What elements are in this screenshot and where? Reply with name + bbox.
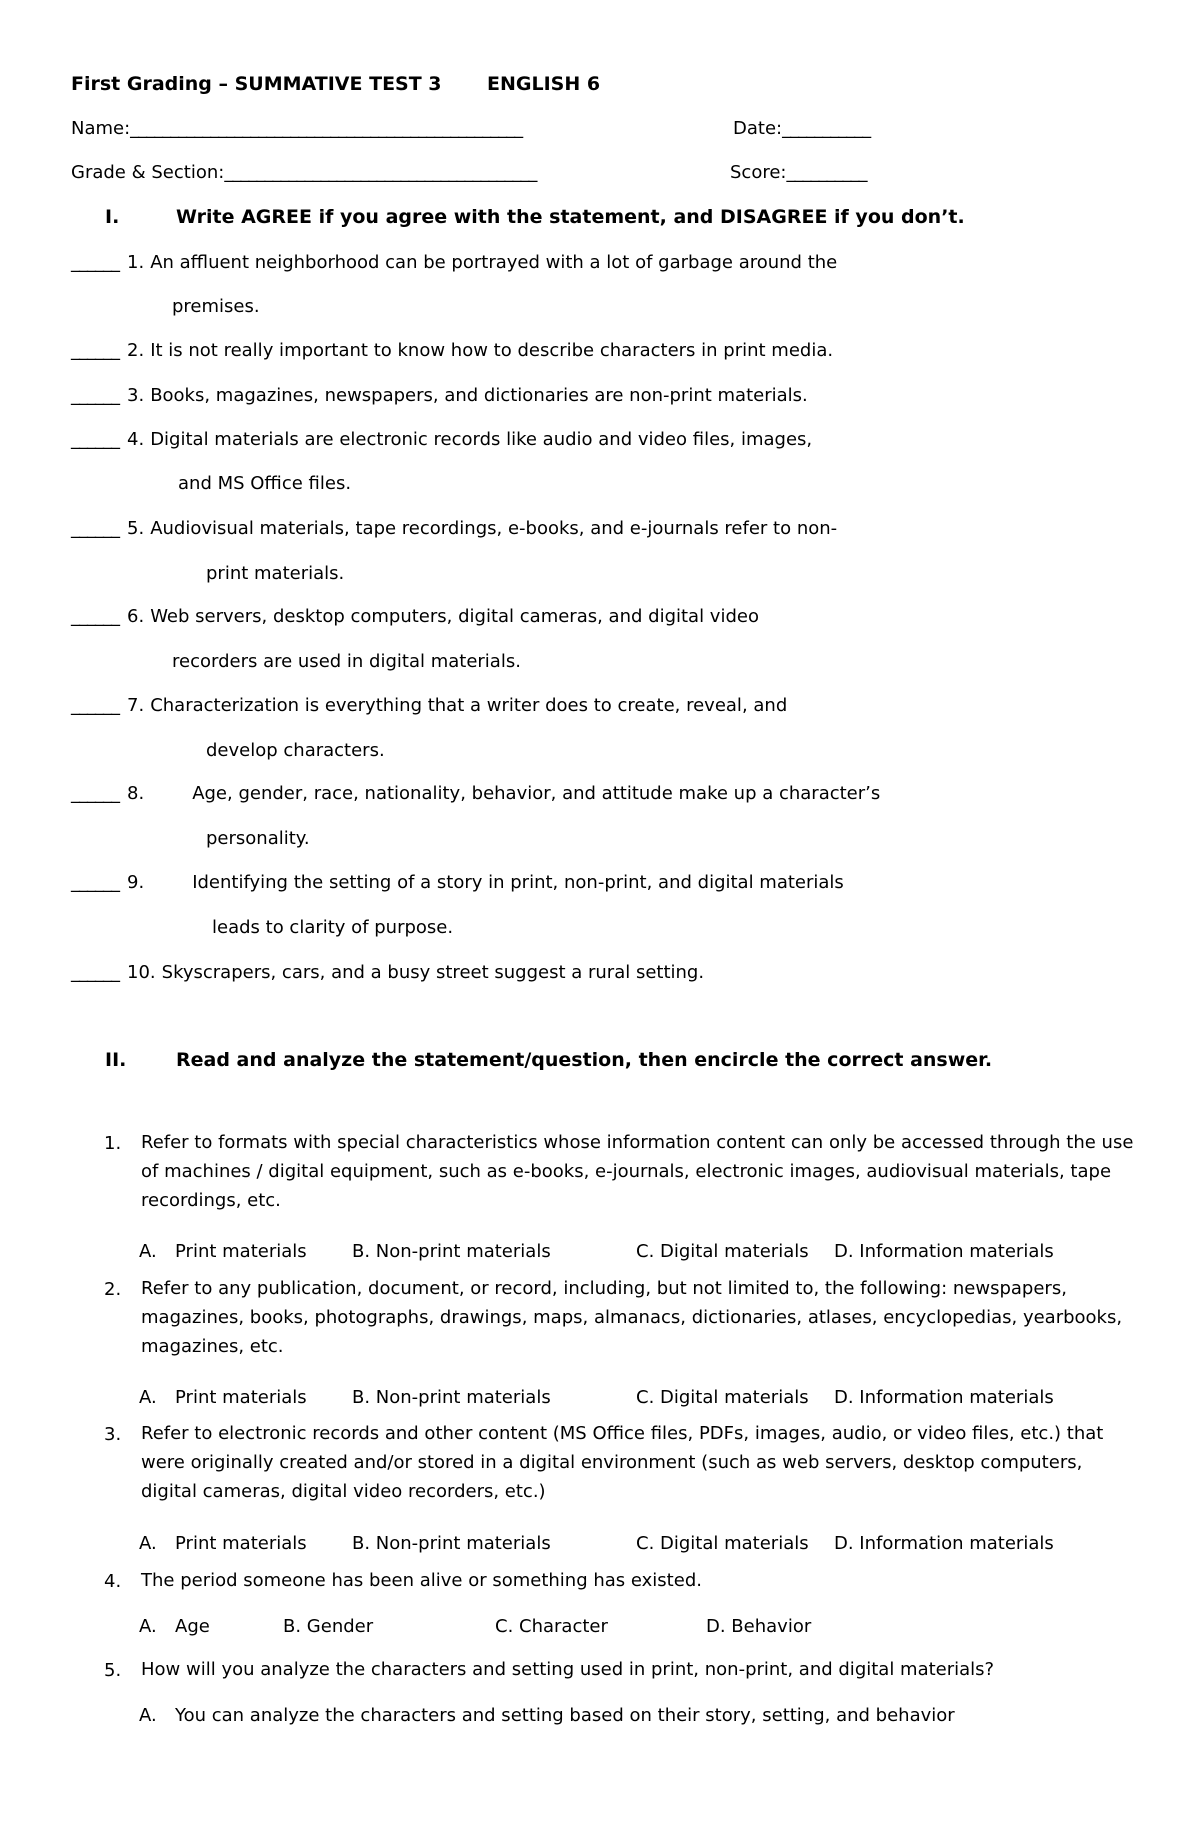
item-number: 10. (127, 962, 156, 983)
answer-choice[interactable]: D. Information materials (834, 1533, 1054, 1554)
item-text-continued: recorders are used in digital materials. (172, 651, 521, 672)
test-title: First Grading – SUMMATIVE TEST 3 (71, 73, 442, 95)
answer-blank[interactable]: ______ (71, 429, 119, 450)
answer-blank[interactable]: ______ (71, 340, 119, 361)
answer-choice[interactable]: C. Digital materials (636, 1241, 809, 1262)
question-number: 1. (104, 1133, 122, 1154)
item-number: 1. (127, 252, 145, 273)
choice-letter: A. (139, 1387, 157, 1408)
answer-choice[interactable]: You can analyze the characters and setting based on their story, setting, and behavior (175, 1705, 955, 1726)
agree-item-3 (71, 385, 808, 406)
agree-item-4 (71, 429, 812, 450)
item-number: 3. (127, 385, 145, 406)
item-text: Age, gender, race, nationality, behavior, and attitude make up a character’s (192, 783, 881, 804)
name-label: Name: (71, 118, 131, 139)
question-text: How will you analyze the characters and setting used in print, non-print, and digital materials? (141, 1659, 995, 1680)
item-number: 8. (127, 783, 145, 804)
grade-section-field[interactable] (71, 162, 536, 183)
answer-choice[interactable]: B. Non-print materials (352, 1533, 551, 1554)
item-number: 5. (127, 518, 145, 539)
name-line: _________________________________________________ (130, 118, 523, 139)
question-number: 2. (104, 1279, 122, 1300)
answer-blank[interactable]: ______ (71, 385, 119, 406)
part2-numeral: II. (105, 1049, 127, 1071)
answer-choice[interactable]: C. Digital materials (636, 1533, 809, 1554)
answer-choice[interactable]: Age (175, 1616, 210, 1637)
item-number: 4. (127, 429, 145, 450)
part1-instruction: Write AGREE if you agree with the statement, and DISAGREE if you don’t. (176, 206, 965, 228)
answer-choice[interactable]: B. Gender (283, 1616, 374, 1637)
agree-item-7 (71, 695, 787, 716)
agree-item-6 (71, 606, 759, 627)
answer-choice[interactable]: Print materials (175, 1533, 307, 1554)
question-text: Refer to any publication, document, or record, including, but not limited to, the following: newspapers, magazines, books, photographs, drawings, maps, almanacs, dictionaries, atlases, encyclopedias, yearbooks, magazines, etc. (141, 1278, 1123, 1357)
question-number: 3. (104, 1424, 122, 1445)
item-number: 2. (127, 340, 145, 361)
item-text: Identifying the setting of a story in print, non-print, and digital materials (192, 872, 844, 893)
answer-blank[interactable]: ______ (71, 606, 119, 627)
choice-letter: A. (139, 1241, 157, 1262)
score-label: Score: (730, 162, 787, 183)
grade-line: _______________________________________ (224, 162, 537, 183)
choice-letter: A. (139, 1705, 157, 1726)
choice-letter: A. (139, 1616, 157, 1637)
item-number: 6. (127, 606, 145, 627)
item-text: Characterization is everything that a writer does to create, reveal, and (150, 695, 788, 716)
item-text: It is not really important to know how to describe characters in print media. (150, 340, 834, 361)
item-text-continued: and MS Office files. (178, 473, 352, 494)
question-number: 4. (104, 1571, 122, 1592)
item-text-continued: leads to clarity of purpose. (212, 917, 454, 938)
answer-blank[interactable]: ______ (71, 518, 119, 539)
answer-choice[interactable]: D. Information materials (834, 1241, 1054, 1262)
answer-choice[interactable]: D. Information materials (834, 1387, 1054, 1408)
item-text: Books, magazines, newspapers, and dictionaries are non-print materials. (150, 385, 808, 406)
question-text: Refer to formats with special characteristics whose information content can only be accessed through the use of machines / digital equipment, such as e-books, e-journals, electronic images, audiovisual materials, tape recordings, etc. (141, 1132, 1134, 1211)
item-number: 9. (127, 872, 145, 893)
score-line: __________ (786, 162, 867, 183)
part2-instruction: Read and analyze the statement/question, then encircle the correct answer. (176, 1049, 993, 1071)
question-text: Refer to electronic records and other content (MS Office files, PDFs, images, audio, or video files, etc.) that were originally created and/or stored in a digital environment (such as web servers, desktop computers, digital cameras, digital video recorders, etc.) (141, 1423, 1104, 1502)
score-field[interactable] (730, 162, 866, 183)
answer-choice[interactable]: C. Character (495, 1616, 608, 1637)
part1-numeral: I. (105, 206, 120, 228)
question-text: The period someone has been alive or something has existed. (141, 1570, 702, 1591)
grade-label: Grade & Section: (71, 162, 225, 183)
agree-item-2 (71, 340, 833, 361)
date-line: ___________ (782, 118, 871, 139)
item-text: An affluent neighborhood can be portrayed with a lot of garbage around the (150, 252, 838, 273)
answer-choice[interactable]: Print materials (175, 1387, 307, 1408)
answer-choice[interactable]: Print materials (175, 1241, 307, 1262)
item-text-continued: develop characters. (206, 740, 385, 761)
answer-choice[interactable]: D. Behavior (706, 1616, 812, 1637)
item-text: Audiovisual materials, tape recordings, e-books, and e-journals refer to non- (150, 518, 838, 539)
answer-blank[interactable]: ______ (71, 872, 119, 893)
question-number: 5. (104, 1660, 122, 1681)
item-text: Skyscrapers, cars, and a busy street suggest a rural setting. (161, 962, 705, 983)
date-label: Date: (733, 118, 783, 139)
answer-choice[interactable]: C. Digital materials (636, 1387, 809, 1408)
agree-item-10 (71, 962, 704, 983)
item-text-continued: print materials. (206, 563, 345, 584)
date-field[interactable] (733, 118, 870, 139)
item-number: 7. (127, 695, 145, 716)
answer-choice[interactable]: B. Non-print materials (352, 1387, 551, 1408)
answer-blank[interactable]: ______ (71, 695, 119, 716)
answer-blank[interactable]: ______ (71, 252, 119, 273)
agree-item-5 (71, 518, 837, 539)
answer-blank[interactable]: ______ (71, 783, 119, 804)
item-text-continued: personality. (206, 828, 310, 849)
item-text-continued: premises. (172, 296, 260, 317)
choice-letter: A. (139, 1533, 157, 1554)
agree-item-9 (71, 872, 844, 893)
item-text: Digital materials are electronic records like audio and video files, images, (150, 429, 813, 450)
item-text: Web servers, desktop computers, digital cameras, and digital video (150, 606, 759, 627)
name-field[interactable] (71, 118, 522, 139)
answer-blank[interactable]: ______ (71, 962, 119, 983)
subject-title: ENGLISH 6 (487, 73, 601, 95)
agree-item-8 (71, 783, 880, 804)
answer-choice[interactable]: B. Non-print materials (352, 1241, 551, 1262)
agree-item-1 (71, 252, 837, 273)
